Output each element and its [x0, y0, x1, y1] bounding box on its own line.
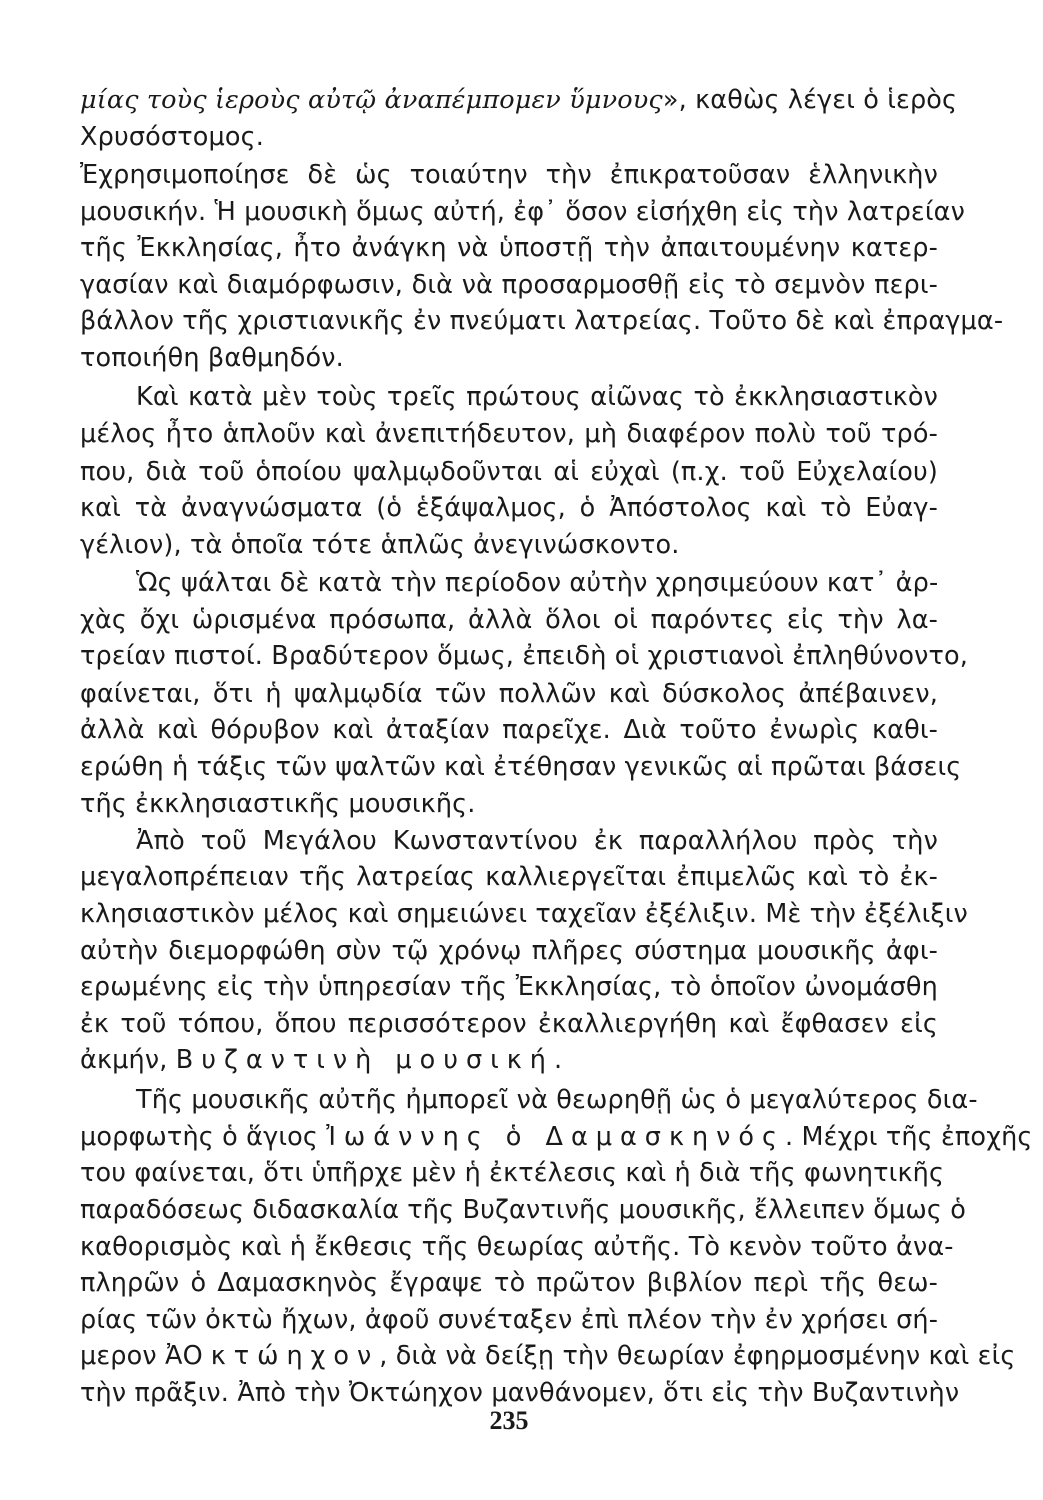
text-line	[80, 636, 968, 676]
text-line	[80, 117, 938, 157]
text-line	[80, 1300, 938, 1340]
text-run: ἀκμήν,	[80, 1045, 176, 1075]
text-line	[80, 967, 938, 1007]
text-line	[80, 1004, 938, 1044]
text-line	[80, 1227, 954, 1267]
text-line	[80, 1153, 945, 1193]
text-line	[80, 1263, 938, 1303]
text-run: τῆς ἐκκλησιαστικῆς μουσικῆς.	[80, 789, 476, 819]
text-run: ἀλλὰ καὶ θόρυβον καὶ ἀταξίαν παρεῖχε. Διὰ τοῦτο ἐνωρὶς καθι-	[80, 715, 938, 745]
text-run: Ἐχρησιμοποίησε δὲ ὡς τοιαύτην τὴν ἐπικρατοῦσαν ἑλληνικὴν	[80, 160, 938, 190]
text-line	[80, 525, 938, 565]
text-line	[80, 488, 938, 528]
text-line	[80, 1190, 966, 1230]
book-page	[80, 80, 1033, 1460]
text-line	[80, 931, 938, 971]
spaced-emphasis: Βυζαντινὴ μουσική	[175, 1045, 554, 1075]
text-line	[80, 301, 1004, 341]
text-line	[80, 600, 938, 640]
text-run: . Μέχρι τῆς ἐποχῆς	[784, 1122, 1033, 1152]
text-line	[80, 338, 938, 378]
text-run: Χρυσόστομος.	[80, 122, 264, 152]
italic-quote: μίας τοὺς ἱεροὺς αὐτῷ ἀναπέμπομεν ὕμνους	[80, 85, 663, 115]
text-run: », καθὼς λέγει ὁ ἱερὸς	[662, 85, 958, 115]
text-run: βάλλον τῆς χριστιανικῆς ἐν πνεύματι λατρείας. Τοῦτο δὲ καὶ ἐπραγμα-	[80, 306, 1004, 336]
text-line	[80, 1040, 938, 1080]
text-line	[136, 1080, 978, 1120]
text-line	[80, 710, 938, 750]
text-run: Ὡς ψάλται δὲ κατὰ τὴν περίοδον αὐτὴν χρησιμεύουν κατ᾽ ἀρ-	[136, 568, 939, 598]
text-run: κλησιαστικὸν μέλος καὶ σημειώνει ταχεῖαν ἐξέλιξιν. Μὲ τὴν ἐξέλιξιν	[80, 899, 968, 929]
text-run: χὰς ὄχι ὡρισμένα πρόσωπα, ἀλλὰ ὅλοι οἱ παρόντες εἰς τὴν λα-	[80, 605, 938, 635]
text-run: μερον Ἀ	[80, 1341, 183, 1371]
text-run: τρείαν πιστοί. Βραδύτερον ὅμως, ἐπειδὴ οἱ χριστιανοὶ ἐπληθύνοντο,	[80, 641, 968, 671]
text-line	[80, 1336, 1016, 1376]
text-run: .	[553, 1045, 563, 1075]
text-line	[80, 674, 938, 714]
text-line	[80, 857, 938, 897]
spaced-emphasis: Οκτώηχον	[182, 1341, 380, 1371]
text-line	[80, 747, 962, 787]
text-run: γέλιον), τὰ ὁποῖα τότε ἁπλῶς ἀνεγινώσκοντο.	[80, 530, 680, 560]
text-run: φαίνεται, ὅτι ἡ ψαλμῳδία τῶν πολλῶν καὶ δύσκολος ἀπέβαινεν,	[80, 679, 938, 709]
text-run: που, διὰ τοῦ ὁποίου ψαλμῳδοῦνται αἱ εὐχαὶ (π.χ. τοῦ Εὐχελαίου)	[80, 457, 938, 487]
text-run: ερωμένης εἰς τὴν ὑπηρεσίαν τῆς Ἐκκλησίας, τὸ ὁποῖον ὠνομάσθη	[80, 972, 938, 1002]
text-line	[80, 452, 938, 492]
text-line	[80, 228, 938, 268]
text-line	[80, 784, 938, 824]
text-line	[80, 265, 938, 305]
text-line	[80, 1117, 1033, 1157]
text-run: μεγαλοπρέπειαν τῆς λατρείας καλλιεργεῖται ἐπιμελῶς καὶ τὸ ἐκ-	[80, 862, 938, 892]
text-run: γασίαν καὶ διαμόρφωσιν, διὰ νὰ προσαρμοσθῇ εἰς τὸ σεμνὸν περι-	[80, 270, 938, 300]
text-run: μέλος ἦτο ἁπλοῦν καὶ ἀνεπιτήδευτον, μὴ διαφέρον πολὺ τοῦ τρό-	[80, 419, 938, 449]
page-number: 235	[489, 1406, 529, 1435]
text-run: καὶ τὰ ἀναγνώσματα (ὁ ἑξάψαλμος, ὁ Ἀπόστολος καὶ τὸ Εὐαγ-	[80, 493, 938, 523]
text-run: παραδόσεως διδασκαλία τῆς Βυζαντινῆς μουσικῆς, ἔλλειπεν ὅμως ὁ	[80, 1195, 966, 1225]
text-run: , διὰ νὰ δείξῃ τὴν θεωρίαν ἐφηρμοσμένην καὶ εἰς	[379, 1341, 1016, 1371]
text-run: Τῆς μουσικῆς αὐτῆς ἠμπορεῖ νὰ θεωρηθῇ ὡς ὁ μεγαλύτερος δια-	[136, 1085, 978, 1115]
text-line	[136, 821, 938, 861]
text-run: ἐκ τοῦ τόπου, ὅπου περισσότερον ἐκαλλιεργήθη καὶ ἔφθασεν εἰς	[80, 1009, 938, 1039]
text-run: του φαίνεται, ὅτι ὑπῆρχε μὲν ἡ ἐκτέλεσις καὶ ἡ διὰ τῆς φωνητικῆς	[80, 1158, 945, 1188]
text-line	[80, 192, 965, 232]
text-run: ρίας τῶν ὀκτὼ ἤχων, ἀφοῦ συνέταξεν ἐπὶ πλέον τὴν ἐν χρήσει σή-	[80, 1305, 939, 1335]
text-run: τοποιήθη βαθμηδόν.	[80, 343, 344, 373]
text-line	[80, 414, 938, 454]
text-run: μορφωτὴς ὁ ἅγιος	[80, 1122, 327, 1152]
text-run: τῆς Ἐκκλησίας, ἦτο ἀνάγκη νὰ ὑποστῇ τὴν ἀπαιτουμένην κατερ-	[80, 233, 938, 263]
text-run: ερώθη ἡ τάξις τῶν ψαλτῶν καὶ ἐτέθησαν γενικῶς αἱ πρῶται βάσεις	[80, 752, 962, 782]
text-run: Ἀπὸ τοῦ Μεγάλου Κωνσταντίνου ἐκ παραλλήλου πρὸς τὴν	[136, 826, 938, 856]
text-run: μουσικήν. Ἡ μουσικὴ ὅμως αὐτή, ἐφ᾽ ὅσον εἰσήχθη εἰς τὴν λατρείαν	[80, 197, 965, 227]
text-run: τὴν πρᾶξιν. Ἀπὸ τὴν Ὀκτώηχον μανθάνομεν, ὅτι εἰς τὴν Βυζαντινὴν	[80, 1378, 960, 1408]
text-line	[80, 155, 938, 195]
spaced-emphasis: Ἰωάννης ὁ Δαμασκηνός	[326, 1122, 785, 1152]
text-line	[136, 377, 938, 417]
text-line	[136, 563, 938, 603]
text-run: καθορισμὸς καὶ ἡ ἔκθεσις τῆς θεωρίας αὐτῆς. Τὸ κενὸν τοῦτο ἀνα-	[80, 1232, 954, 1262]
text-run: Καὶ κατὰ μὲν τοὺς τρεῖς πρώτους αἰῶνας τὸ ἐκκλησιαστικὸν	[136, 382, 938, 412]
text-line	[80, 894, 968, 934]
text-line	[80, 80, 958, 120]
text-run: πληρῶν ὁ Δαμασκηνὸς ἔγραψε τὸ πρῶτον βιβλίον περὶ τῆς θεω-	[80, 1268, 938, 1298]
text-run: αὐτὴν διεμορφώθη σὺν τῷ χρόνῳ πλῆρες σύστημα μουσικῆς ἀφι-	[80, 936, 938, 966]
